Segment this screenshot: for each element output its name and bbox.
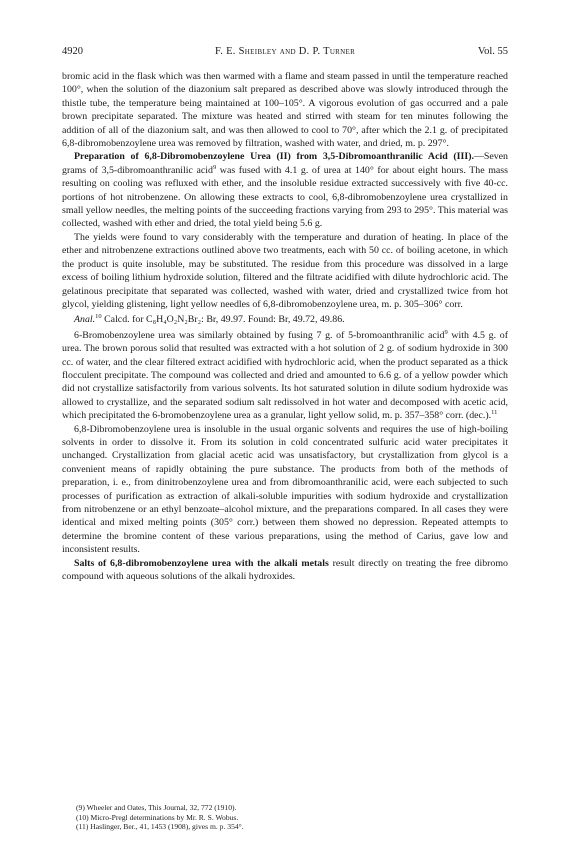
footnote-10: (10) Micro-Pregl determinations by Mr. R. S. Wobus. <box>76 812 239 822</box>
running-header <box>62 46 508 60</box>
running-authors: F. E. Sheibley and D. P. Turner <box>214 46 356 57</box>
paragraph-2-text-a: —Seven grams of 3,5-dibromoanthranilic acid <box>62 151 508 176</box>
article-body <box>62 70 508 583</box>
analysis-values: Calcd. for C₈H₄O₂N₂Br₂: Br, 49.97. Found: Br, 49.72, 49.86. <box>101 314 345 326</box>
volume-label: Vol. 55 <box>477 46 508 57</box>
paragraph-2 <box>62 150 508 230</box>
paragraph-4-text-b: with 4.5 g. of urea. The brown porous solid that resulted was extracted with a hot solution of 2 g. of sodium hydroxide in 300 cc. of water, and the clear filtered extract acidified with hydrochloric acid, when the product separated as a thick flocculent precipitate. The compound was collected and dried and amounted to 6.6 g. of a yellow powder which did not crystallize satisfactorily from various solvents. Its hot saturated solution in dilute sodium hydroxide was allowed to crystallize, and the separated sodium salt redissolved in hot water and decomposed with acetic acid, which precipitated the 6-bromobenzoylene urea as a granular, light yellow solid, m. p. 357–358° corr. (dec.). <box>62 329 508 422</box>
footnote-9: (9) Wheeler and Oates, This Journal, 32, 772 (1910). <box>76 803 237 812</box>
paragraph-1: bromic acid in the flask which was then warmed with a flame and steam passed in until the temperature reached 100°, when the solution of the diazonium salt prepared as described above was slowly introduced through the thistle tube, the temperature being maintained at 100–105°. A vigorous evolution of gas occurred and a pale brown precipitate separated. The mixture was heated and stirred with steam for ten minutes following the addition of all of the diazonium salt, and was then allowed to cool to 70°, after which the 2.1 g. of precipitated 6,8-dibromobenzoylene urea was removed by filtration, washed with water, and dried, m. p. 297°. <box>62 71 508 150</box>
paragraph-6 <box>62 557 508 584</box>
section-heading-salts: Salts of 6,8-dibromobenzoylene urea with the alkali metals <box>74 557 329 569</box>
footnote-11: (11) Haslinger, Ber., 41, 1453 (1908), gives m. p. 354°. <box>76 822 244 832</box>
footnote-ref-9: 9 <box>212 163 217 171</box>
paragraph-6-text: result directly on treating the free dibromo compound with aqueous solutions of the alkali hydroxides. <box>62 557 508 583</box>
analysis-line <box>62 313 508 326</box>
analysis-label: Anal. <box>74 314 96 326</box>
paragraph-5: 6,8-Dibromobenzoylene urea is insoluble in the usual organic solvents and requires the use of high-boiling solvents in order to dissolve it. From its solution in cold concentrated sulfuric acid water precipitates it unchanged. Crystallization from glacial acetic acid was unsatisfactory, but crystallization from glycol is a convenient means of rapidly obtaining the pure substance. The products from both of the methods of preparation, i. e., from dinitrobenzoylene urea and from dibromoanthranilic acid, were each subjected to such processes of purification as extraction of alkali-soluble impurities with sodium hydroxide and crystallization from nitrobenzene or an ethyl benzoate–alcohol mixture, and the preparations compared. In all cases they were identical and mixed melting points (305° corr.) between them showed no depression. Repeated attempts to determine the bromine content of these various preparations, using the method of Carius, gave low and inconsistent results. <box>62 423 508 556</box>
paragraph-4 <box>62 329 508 423</box>
paragraph-3: The yields were found to vary considerably with the temperature and duration of heating. In place of the ether and nitrobenzene extractions outlined above two treatments, each with 50 cc. of boiling acetone, in which the product is quite insoluble, may be substituted. The residue from this procedure was dissolved in a large excess of boiling lithium hydroxide solution, filtered and the filtrate acidified with dilute hydrochloric acid. The gelatinous precipitate that separated was collected, washed with water, dried and crystallized twice from hot glycol, yielding glistening, light yellow needles of 6,8-dibromobenzoylene urea, m. p. 305–306° corr. <box>62 231 508 310</box>
footnote-ref-9b: 9 <box>444 328 448 336</box>
footnote-ref-11: 11 <box>491 409 498 417</box>
page-number: 4920 <box>62 46 83 57</box>
paragraph-2-text-b: was fused with 4.1 g. of urea at 140° for about eight hours. The mass resulting on cooling was refluxed with ether, and the insoluble residue extracted successively with five 40-cc. portions of hot nitrobenzene. On allowing these extracts to cool, 6,8-dibromobenzoylene urea crystallized in small yellow needles, the melting points of the succeeding fractions varying from 293 to 295°. This material was collected, washed with ether and dried, the total yield being 5.6 g. <box>62 164 508 230</box>
section-heading-preparation: Preparation of 6,8-Dibromobenzoylene Urea (II) from 3,5-Dibromoanthranilic Acid (III). <box>74 151 474 163</box>
footnotes <box>62 803 508 832</box>
footnote-ref-10: 10 <box>95 313 102 321</box>
paragraph-4-text-a: 6-Bromobenzoylene urea was similarly obtained by fusing 7 g. of 5-bromoanthranilic acid <box>74 329 445 341</box>
